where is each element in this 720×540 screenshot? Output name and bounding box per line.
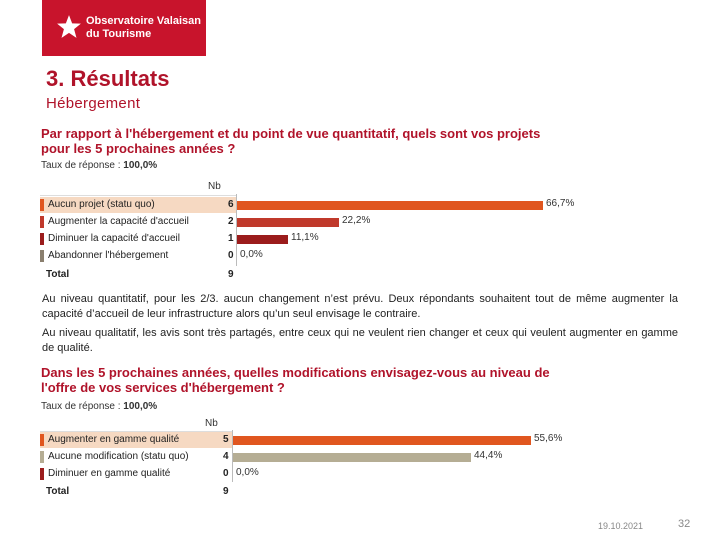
chart2-row [40,449,232,465]
page-number: 32 [678,518,691,530]
chart1-row [40,214,236,230]
chart1-total-label: Total [46,269,70,280]
chart2-bar-value: 0,0% [236,467,259,478]
chart1-row-label: Diminuer la capacité d'accueil [48,233,180,244]
chart1-response-rate [41,160,591,171]
chart1-row-label: Augmenter la capacité d'accueil [48,216,189,227]
chart1-header-divider [40,195,236,196]
chart1-bar [237,218,339,227]
chart2-row [40,466,232,482]
chart2-row-label: Augmenter en gamme qualité [48,434,180,445]
paragraph-qualitative: Au niveau qualitatif, les avis sont très partagés, entre ceux qui ne veulent rien changer et ceux qui veulent augmenter en gamme de qualité. [42,327,678,354]
chart1-bar [237,235,288,244]
chart1-row [40,248,236,264]
chart1-rate-label: Taux de réponse : [41,160,124,171]
chart1-rate-value: 100,0% [123,160,158,171]
chart1-question-line1: Par rapport à l'hébergement et du point de vue quantitatif, quels sont vos projets [41,126,541,141]
chart2-nb-header: Nb [205,418,218,429]
paragraph-quantitative: Au niveau quantitatif, pour les 2/3. aucun changement n’est prévu. Deux répondants souhaitent tout de même augmenter la capacité d’accueil de leur infrastructure alors qu’un seul envisage le contraire. [42,293,678,320]
chart2-total-label: Total [46,486,70,497]
chart2-bar-value: 55,6% [534,433,563,444]
chart1-row [40,231,236,247]
chart2-response-rate [41,401,571,412]
chart1-question-line2: pour les 5 prochaines années ? [41,141,236,156]
footer-date: 19.10.2021 [598,521,644,531]
chart1-row-count: 1 [228,233,234,244]
chart2-row-count: 5 [223,434,229,445]
chart2-row-label: Diminuer en gamme qualité [48,468,171,479]
chart2-rate-value: 100,0% [123,401,158,412]
chart1-bar-value: 11,1% [291,232,319,243]
page-title: 3. Résultats [46,66,170,91]
chart1-bar-value: 22,2% [342,215,371,226]
page-subtitle: Hébergement [46,95,141,112]
chart1-row-count: 2 [228,216,234,227]
logo [42,0,206,56]
chart2-row-count: 4 [223,451,229,462]
star-icon [56,14,82,40]
chart2-bar [233,436,531,445]
chart2-total-value: 9 [223,486,229,497]
chart1-panel [38,124,594,286]
chart2-question-line1: Dans les 5 prochaines années, quelles modifications envisagez-vous au niveau de [41,365,550,380]
chart1-row-label: Aucun projet (statu quo) [48,199,155,210]
chart1-bar-value: 66,7% [546,198,575,209]
chart2-question-line2: l'offre de vos services d'hébergement ? [41,380,285,395]
chart2-rate-label: Taux de réponse : [41,401,124,412]
logo-line2: du Tourisme [86,28,152,40]
logo-text [86,15,201,41]
chart1-bar [237,201,543,210]
chart1-bar-value: 0,0% [240,249,263,260]
chart1-row-count: 0 [228,250,234,261]
chart1-total-value: 9 [228,269,234,280]
chart2-row-count: 0 [223,468,229,479]
chart2-row [40,432,232,448]
logo-line1: Observatoire Valaisan [86,15,201,27]
chart2-row-label: Aucune modification (statu quo) [48,451,189,462]
chart2-panel [38,363,572,503]
chart1-row-label: Abandonner l'hébergement [48,250,169,261]
chart2-bar-value: 44,4% [474,450,503,461]
chart2-bar [233,453,471,462]
chart1-row [40,197,236,213]
chart1-row-count: 6 [228,199,234,210]
chart1-nb-header: Nb [208,181,221,192]
